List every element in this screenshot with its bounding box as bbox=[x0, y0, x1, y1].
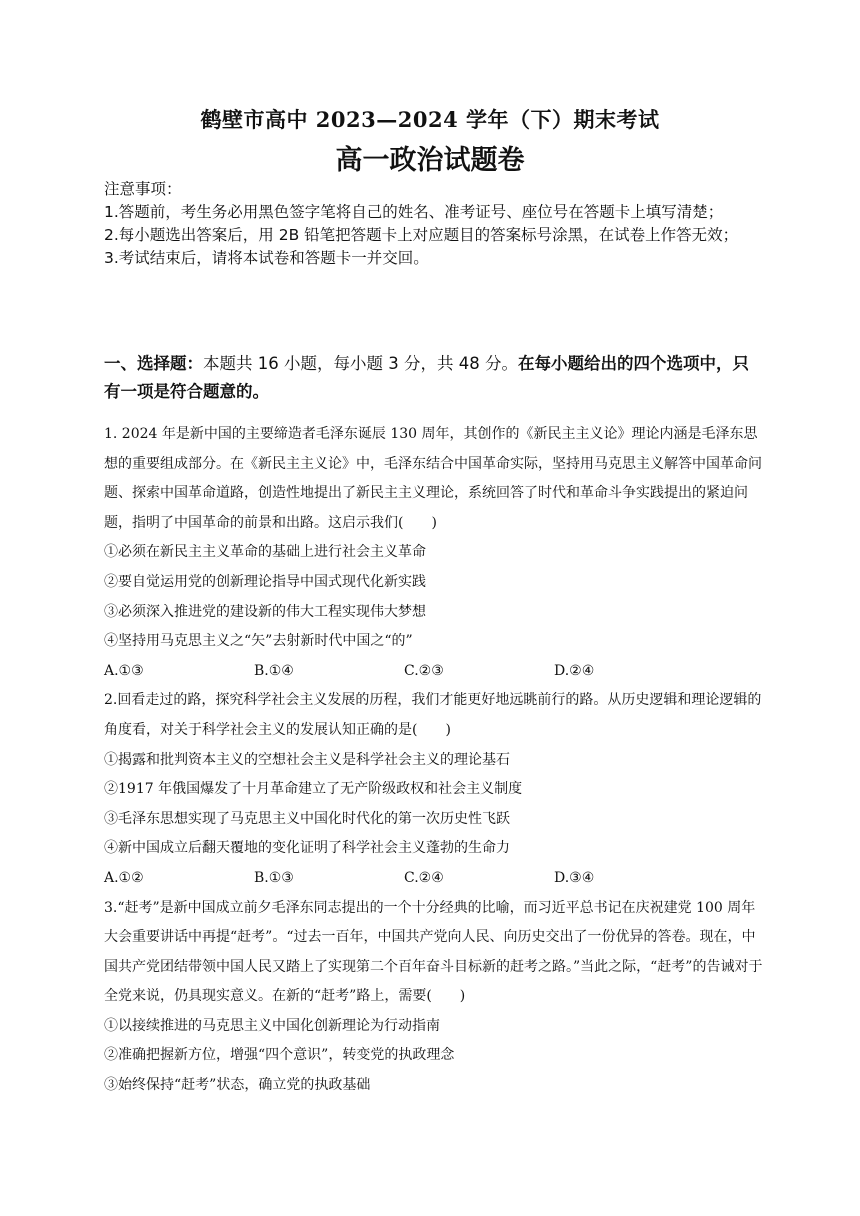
note-item: 2.每小题选出答案后，用 2B 铅笔把答题卡上对应题目的答案标号涂黑，在试卷上作答无效； bbox=[104, 226, 739, 244]
question-statement: ①必须在新民主主义革命的基础上进行社会主义革命 bbox=[104, 544, 426, 561]
question-stem: 2.回看走过的路，探究科学社会主义发展的历程，我们才能更好地远眺前行的路。从历史逻辑和理论逻辑的角度看，对关于科学社会主义的发展认知正确的是( ) bbox=[104, 692, 762, 738]
notes-block bbox=[104, 178, 764, 270]
questions-block bbox=[104, 420, 764, 1101]
exam-title: 鹤壁市高中 2023—2024 学年（下）期末考试 bbox=[200, 107, 660, 132]
note-item: 1.答题前，考生务必用黑色签字笔将自己的姓名、准考证号、座位号在答题卡上填写清楚； bbox=[104, 203, 724, 221]
question-statement: ④新中国成立后翻天覆地的变化证明了科学社会主义蓬勃的生命力 bbox=[104, 840, 510, 857]
question-statement: ②1917 年俄国爆发了十月革命建立了无产阶级政权和社会主义制度 bbox=[104, 781, 523, 798]
section-label: 一、选择题： bbox=[104, 354, 203, 373]
option-d: D.②④ bbox=[554, 662, 595, 679]
option-c: C.②④ bbox=[404, 869, 444, 886]
option-d: D.③④ bbox=[554, 869, 595, 886]
section-emph: 在每小题给出的四个选项中，只有一项是符合题意的。 bbox=[104, 354, 749, 401]
question-statement: ④坚持用马克思主义之“矢”去射新时代中国之“的” bbox=[104, 633, 413, 650]
option-b: B.①④ bbox=[254, 662, 294, 679]
answer-options bbox=[104, 864, 764, 894]
question-statement: ③始终保持“赶考”状态，确立党的执政基础 bbox=[104, 1077, 371, 1094]
option-b: B.①③ bbox=[254, 869, 294, 886]
question-stem: 3.“赶考”是新中国成立前夕毛泽东同志提出的一个十分经典的比喻，而习近平总书记在庆祝建党 100 周年大会重要讲话中再提“赶考”。“过去一百年，中国共产党向人民、向历史交出了一份优异的答卷。现在，中国共产党团结带领中国人民又踏上了实现第二个百年奋斗目标新的赶考之路。”当此之际，“赶考”的告诫对于全党来说，仍具现实意义。在新的“赶考”路上，需要( ) bbox=[104, 899, 763, 1005]
note-item: 3.考试结束后，请将本试卷和答题卡一并交回。 bbox=[104, 249, 429, 267]
answer-options bbox=[104, 657, 764, 687]
question-statement: ③毛泽东思想实现了马克思主义中国化时代化的第一次历史性飞跃 bbox=[104, 810, 510, 827]
exam-subtitle: 高一政治试题卷 bbox=[335, 145, 525, 176]
option-a: A.①② bbox=[104, 869, 144, 886]
section-text: 本题共 16 小题，每小题 3 分，共 48 分。 bbox=[203, 354, 518, 373]
section-heading bbox=[104, 350, 764, 406]
question-statement: ③必须深入推进党的建设新的伟大工程实现伟大梦想 bbox=[104, 603, 426, 620]
question-statement: ②准确把握新方位，增强“四个意识”，转变党的执政理念 bbox=[104, 1047, 455, 1064]
question-statement: ②要自觉运用党的创新理论指导中国式现代化新实践 bbox=[104, 573, 426, 590]
option-a: A.①③ bbox=[104, 662, 144, 679]
question-statement: ①以接续推进的马克思主义中国化创新理论为行动指南 bbox=[104, 1017, 440, 1034]
question-statement: ①揭露和批判资本主义的空想社会主义是科学社会主义的理论基石 bbox=[104, 751, 510, 768]
question-stem: 1. 2024 年是新中国的主要缔造者毛泽东诞辰 130 周年，其创作的《新民主主义论》理论内涵是毛泽东思想的重要组成部分。在《新民主主义论》中，毛泽东结合中国革命实际，坚持用马克思主义解答中国革命问题、探索中国革命道路，创造性地提出了新民主主义理论，系统回答了时代和革命斗争实践提出的紧迫问题，指明了中国革命的前景和出路。这启示我们( ) bbox=[104, 426, 762, 531]
option-c: C.②③ bbox=[404, 662, 444, 679]
notes-heading: 注意事项： bbox=[104, 180, 182, 198]
